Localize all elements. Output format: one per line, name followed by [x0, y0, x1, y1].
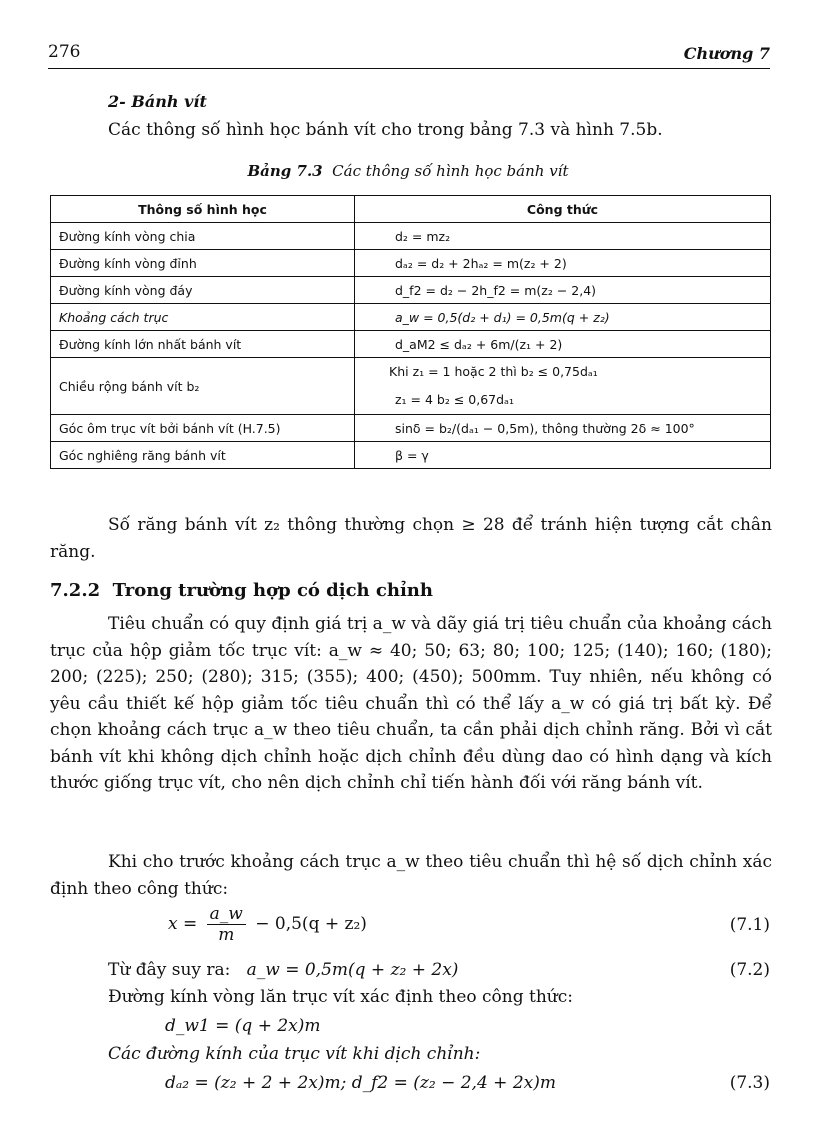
chapter-label: Chương 7 [683, 44, 770, 63]
table-row [51, 331, 771, 358]
section-title [50, 580, 433, 601]
eq1-tag: (7.1) [729, 915, 770, 935]
page-number: 276 [48, 42, 81, 62]
table-row [51, 358, 771, 415]
eq1-lhs: x = [168, 914, 198, 934]
equation-7-3: dₐ₂ = (z₂ + 2 + 2x)m; d_f2 = (z₂ − 2,4 + 2x)m [165, 1073, 556, 1093]
table-row [51, 277, 771, 304]
table-row [51, 415, 771, 442]
table-row [51, 442, 771, 469]
table-cell-formula: dₐ₂ = d₂ + 2hₐ₂ = m(z₂ + 2) [355, 250, 771, 277]
teeth-paragraph: Số răng bánh vít z₂ thông thường chọn ≥ 28 để tránh hiện tượng cắt chân răng. [50, 515, 772, 562]
section-number: 7.2.2 [50, 580, 101, 601]
table-cell-formula: a_w = 0,5(d₂ + d₁) = 0,5m(q + z₂) [355, 304, 771, 331]
eq2-lead: Từ đây suy ra: [108, 960, 231, 980]
table-cell-param: Góc nghiêng răng bánh vít [51, 442, 355, 469]
shift-diameters-text: Các đường kính của trục vít khi dịch chỉnh: [108, 1044, 481, 1064]
table-cell-param: Đường kính vòng đáy [51, 277, 355, 304]
table-header-row [51, 196, 771, 223]
table-cell-param: Khoảng cách trục [51, 304, 355, 331]
table-caption-text: Các thông số hình học bánh vít [332, 162, 569, 180]
table-row [51, 304, 771, 331]
formula-line: Khi z₁ = 1 hoặc 2 thì b₂ ≤ 0,75dₐ₁ [389, 364, 598, 379]
intro-paragraph: Các thông số hình học bánh vít cho trong bảng 7.3 và hình 7.5b. [108, 120, 663, 140]
table-cell-param: Góc ôm trục vít bởi bánh vít (H.7.5) [51, 415, 355, 442]
eq1-numerator: a_w [207, 904, 246, 925]
table-cell-formula: sinδ = b₂/(dₐ₁ − 0,5m), thông thường 2δ ≈ 100° [355, 415, 771, 442]
table-cell-param: Đường kính lớn nhất bánh vít [51, 331, 355, 358]
eq1-denominator: m [218, 925, 235, 945]
table-header-formula: Công thức [355, 196, 771, 223]
table-row [51, 223, 771, 250]
table-cell-param: Đường kính vòng đỉnh [51, 250, 355, 277]
rolling-diameter-text: Đường kính vòng lăn trục vít xác định theo công thức: [108, 987, 574, 1007]
table-header-param: Thông số hình học [51, 196, 355, 223]
eq1-rest: − 0,5(q + z₂) [255, 914, 367, 934]
page-header [48, 40, 770, 69]
geometry-table [50, 195, 771, 469]
table-caption [0, 162, 816, 180]
standard-paragraph: Tiêu chuẩn có quy định giá trị a_w và dãy giá trị tiêu chuẩn của khoảng cách trục của hộp giảm tốc trục vít: a_w ≈ 40; 50; 63; 80; 100; 125; (140); 160; (180); 200; (225); 250; (280); 315; (355); 400; (450); 500mm. Tuy nhiên, nếu không có yêu cầu thiết kế hộp giảm tốc tiêu chuẩn thì có thể lấy a_w có giá trị bất kỳ. Để chọn khoảng cách trục a_w theo tiêu chuẩn, ta cần phải dịch chỉnh răng. Bởi vì cắt bánh vít khi không dịch chỉnh hoặc dịch chỉnh đều dùng dao có hình dạng và kích thước giống trục vít, cho nên dịch chỉnh chỉ tiến hành đối với răng bánh vít. [50, 614, 772, 793]
equation-7-2 [108, 960, 458, 980]
eq2-expr: a_w = 0,5m(q + z₂ + 2x) [246, 960, 459, 980]
eq2-tag: (7.2) [729, 960, 770, 980]
formula-line: z₁ = 4 b₂ ≤ 0,67dₐ₁ [395, 392, 514, 407]
eq3-tag: (7.3) [729, 1073, 770, 1093]
table-cell-formula: d_f2 = d₂ − 2h_f2 = m(z₂ − 2,4) [355, 277, 771, 304]
table-cell-formula: d₂ = mz₂ [355, 223, 771, 250]
section-title-text: Trong trường hợp có dịch chỉnh [112, 580, 433, 601]
rolling-diameter-formula: d_w1 = (q + 2x)m [165, 1016, 321, 1036]
subsection-heading: 2- Bánh vít [108, 92, 207, 111]
table-cell-formula: β = γ [355, 442, 771, 469]
table-cell-formula [355, 358, 771, 415]
shift-paragraph: Khi cho trước khoảng cách trục a_w theo tiêu chuẩn thì hệ số dịch chỉnh xác định theo công thức: [50, 852, 772, 899]
table-row [51, 250, 771, 277]
table-cell-formula: d_aM2 ≤ dₐ₂ + 6m/(z₁ + 2) [355, 331, 771, 358]
table-cell-param: Chiều rộng bánh vít b₂ [51, 358, 355, 415]
table-cell-param: Đường kính vòng chia [51, 223, 355, 250]
table-caption-label: Bảng 7.3 [247, 162, 323, 180]
eq1-fraction [207, 904, 246, 945]
equation-7-1 [168, 904, 367, 945]
